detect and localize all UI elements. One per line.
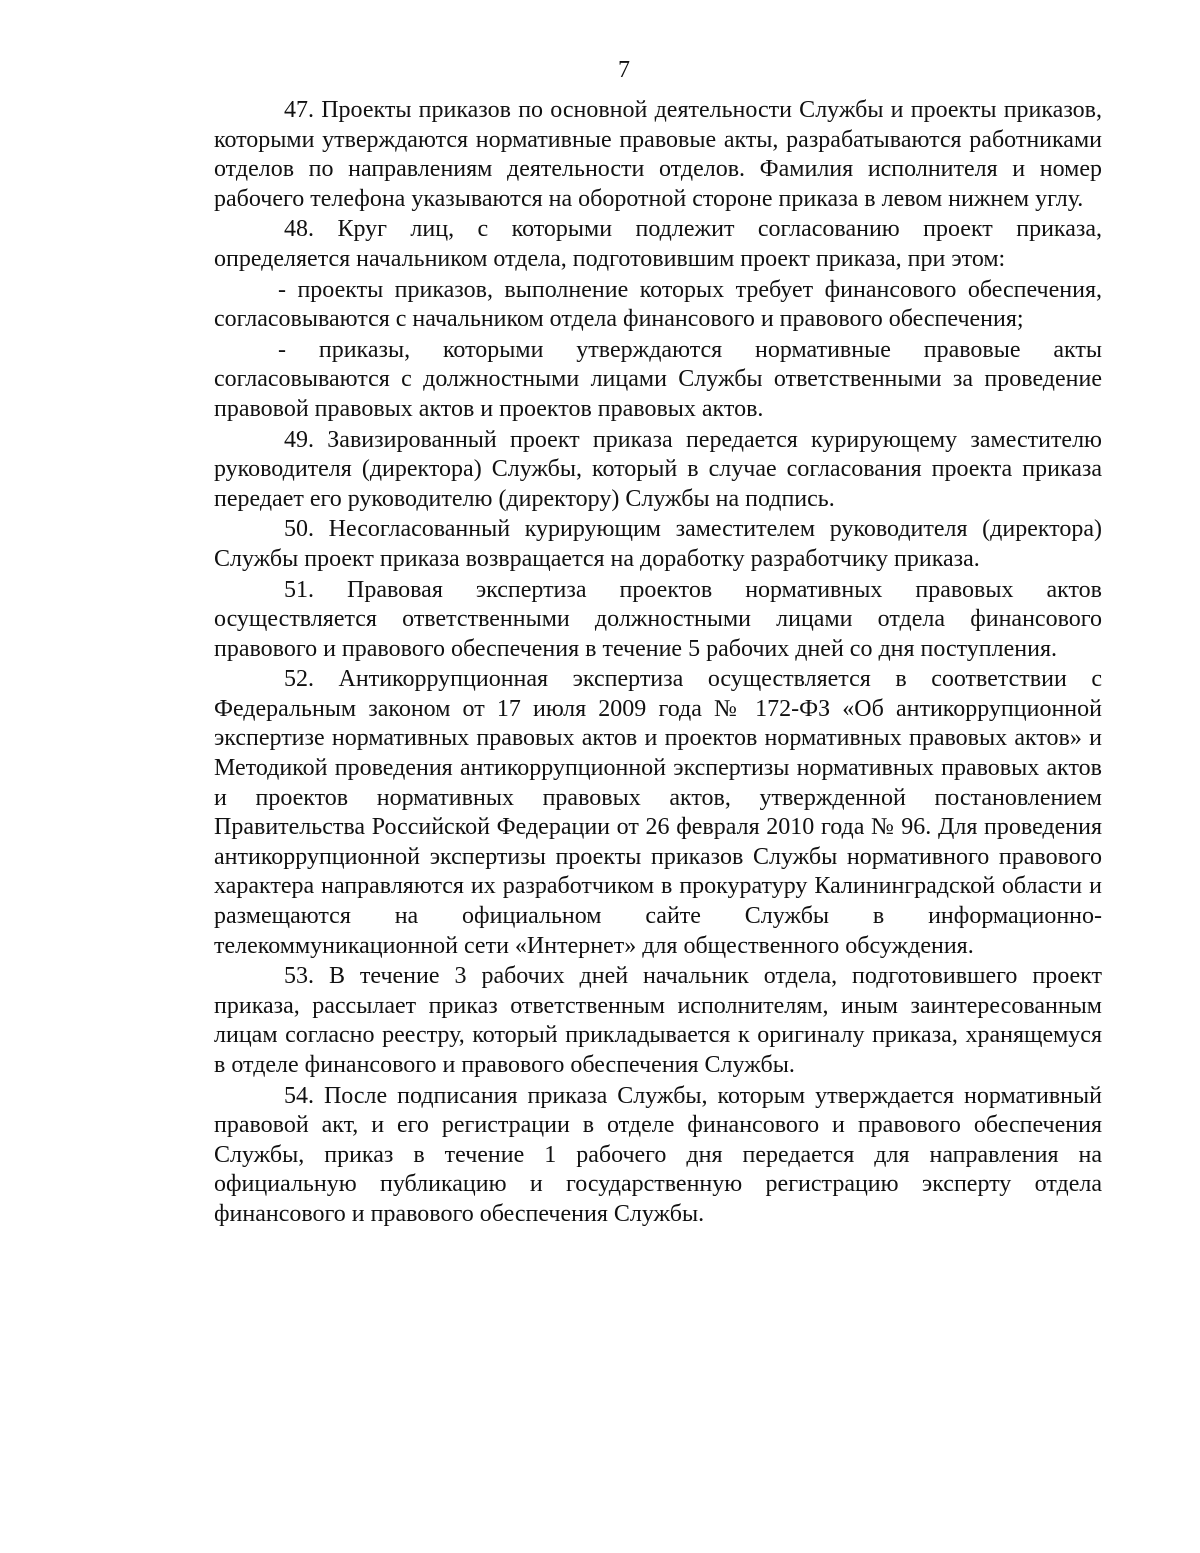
page-number: 7: [618, 57, 630, 83]
document-body: [214, 96, 1102, 1231]
paragraph-48: 48. Круг лиц, с которыми подлежит согласованию проект приказа, определяется начальником отдела, подготовившим проект приказа, при этом:: [214, 216, 1102, 272]
paragraph-48-item-2: - приказы, которыми утверждаются нормативные правовые акты согласовываются с должностными лицами Службы ответственными за проведение правовой правовых актов и проектов правовых актов.: [214, 336, 1102, 422]
paragraph-54: 54. После подписания приказа Службы, которым утверждается нормативный правовой акт, и его регистрации в отделе финансового и правового обеспечения Службы, приказ в течение 1 рабочего дня передается для направления на официальную публикацию и государственную регистрацию эксперту отдела финансового и правового обеспечения Службы.: [214, 1082, 1102, 1227]
paragraph-49: 49. Завизированный проект приказа передается курирующему заместителю руководителя (директора) Службы, который в случае согласования проекта приказа передает его руководителю (директору) Службы на подпись.: [214, 426, 1102, 512]
paragraph-48-item-1: - проекты приказов, выполнение которых требует финансового обеспечения, согласовываются с начальником отдела финансового и правового обеспечения;: [214, 276, 1102, 333]
paragraph-52: 52. Антикоррупционная экспертиза осуществляется в соответствии с Федеральным законом от 17 июля 2009 года № 172-ФЗ «Об антикоррупционной экспертизе нормативных правовых актов и проектов нормативных правовых актов» и Методикой проведения антикоррупционной экспертизы нормативных правовых актов и проектов нормативных правовых актов, утвержденной постановлением Правительства Российской Федерации от 26 февраля 2010 года № 96. Для проведения антикоррупционной экспертизы проекты приказов Службы нормативного правового характера направляются их разработчиком в прокуратуру Калининградской области и размещаются на официальном сайте Службы в информационно-телекоммуникационной сети «Интернет» для общественного обсуждения.: [214, 666, 1102, 959]
paragraph-51: 51. Правовая экспертиза проектов нормативных правовых актов осуществляется ответственными должностными лицами отдела финансового правового и правового обеспечения в течение 5 рабочих дней со дня поступления.: [214, 576, 1102, 662]
paragraph-47: 47. Проекты приказов по основной деятельности Службы и проекты приказов, которыми утверждаются нормативные правовые акты, разрабатываются работниками отделов по направлениям деятельности отделов. Фамилия исполнителя и номер рабочего телефона указываются на оборотной стороне приказа в левом нижнем углу.: [214, 97, 1102, 212]
paragraph-50: 50. Несогласованный курирующим заместителем руководителя (директора) Службы проект приказа возвращается на доработку разработчику приказа.: [214, 516, 1102, 572]
paragraph-53: 53. В течение 3 рабочих дней начальник отдела, подготовившего проект приказа, рассылает приказ ответственным исполнителям, иным заинтересованным лицам согласно реестру, который прикладывается к оригиналу приказа, хранящемуся в отделе финансового и правового обеспечения Службы.: [214, 963, 1102, 1078]
